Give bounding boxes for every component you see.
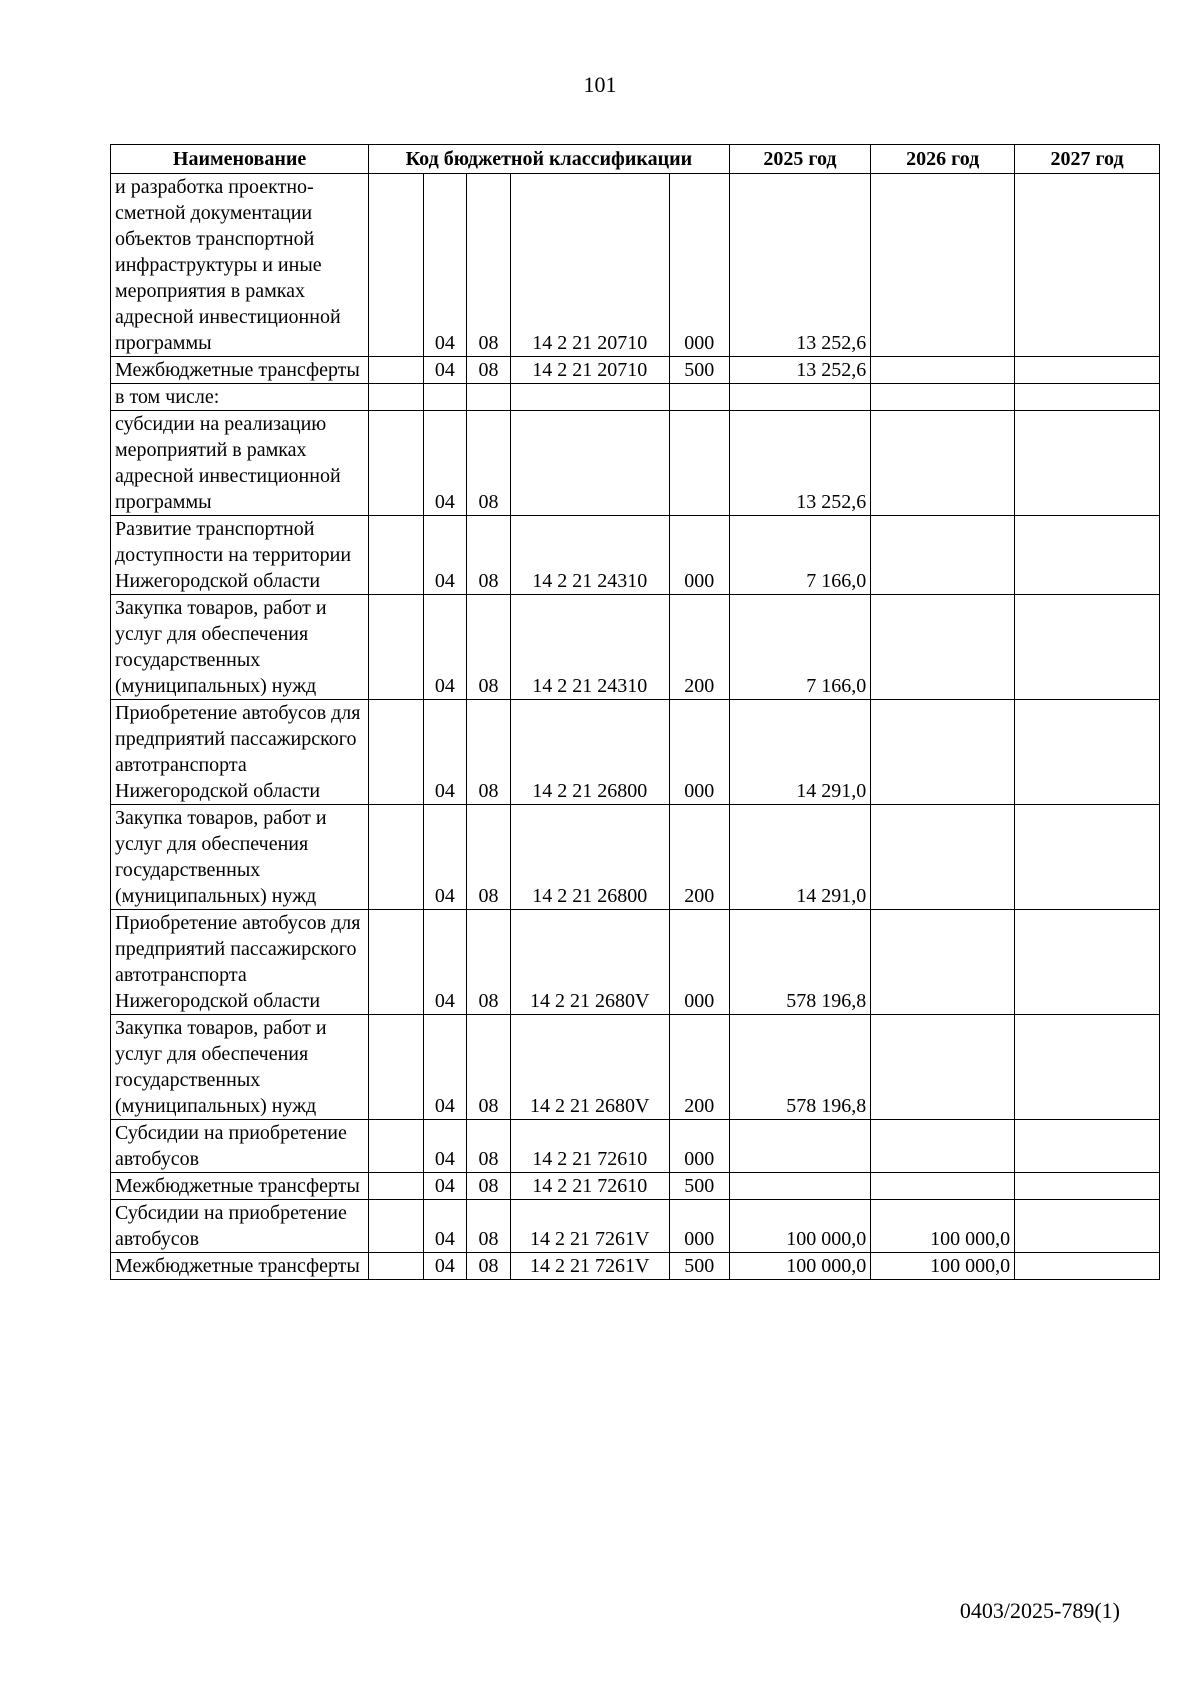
row-expense-type: 500 [669, 1173, 729, 1200]
row-target-article: 14 2 21 2680V [510, 910, 669, 1015]
row-expense-type: 200 [669, 1015, 729, 1120]
row-name: Субсидии на приобретение автобусов [111, 1120, 369, 1173]
table-row [111, 384, 1160, 411]
row-section: 04 [423, 411, 467, 516]
row-amount-2027 [1015, 910, 1160, 1015]
table-row [111, 411, 1160, 516]
header-2026: 2026 год [871, 145, 1015, 174]
row-amount-2025: 7 166,0 [729, 516, 871, 595]
row-expense-type: 000 [669, 174, 729, 357]
row-blank [369, 910, 423, 1015]
row-expense-type [669, 411, 729, 516]
row-amount-2026 [871, 1015, 1015, 1120]
row-amount-2025: 14 291,0 [729, 700, 871, 805]
row-subsection: 08 [467, 1173, 511, 1200]
row-amount-2026 [871, 910, 1015, 1015]
row-expense-type [669, 384, 729, 411]
table-row [111, 1253, 1160, 1280]
row-amount-2025: 578 196,8 [729, 910, 871, 1015]
row-section [423, 384, 467, 411]
row-name: Межбюджетные трансферты [111, 1173, 369, 1200]
row-section: 04 [423, 1120, 467, 1173]
row-blank [369, 805, 423, 910]
row-amount-2026 [871, 805, 1015, 910]
row-section: 04 [423, 1200, 467, 1253]
row-amount-2025 [729, 1120, 871, 1173]
row-blank [369, 411, 423, 516]
row-target-article [510, 384, 669, 411]
row-blank [369, 1120, 423, 1173]
table-row [111, 1120, 1160, 1173]
row-amount-2025: 578 196,8 [729, 1015, 871, 1120]
row-blank [369, 595, 423, 700]
row-target-article: 14 2 21 20710 [510, 357, 669, 384]
row-target-article: 14 2 21 7261V [510, 1253, 669, 1280]
row-amount-2026 [871, 411, 1015, 516]
row-amount-2027 [1015, 1200, 1160, 1253]
row-expense-type: 000 [669, 516, 729, 595]
row-name: Закупка товаров, работ и услуг для обеспечения государственных (муниципальных) нужд [111, 595, 369, 700]
row-name: Приобретение автобусов для предприятий пассажирского автотранспорта Нижегородской области [111, 910, 369, 1015]
row-expense-type: 000 [669, 700, 729, 805]
row-blank [369, 1015, 423, 1120]
row-target-article: 14 2 21 20710 [510, 174, 669, 357]
table-row [111, 700, 1160, 805]
table-row [111, 174, 1160, 357]
row-section: 04 [423, 910, 467, 1015]
table-row [111, 1200, 1160, 1253]
row-target-article: 14 2 21 72610 [510, 1173, 669, 1200]
row-amount-2026 [871, 357, 1015, 384]
row-amount-2025: 13 252,6 [729, 174, 871, 357]
row-subsection: 08 [467, 805, 511, 910]
row-target-article: 14 2 21 24310 [510, 595, 669, 700]
row-expense-type: 000 [669, 1120, 729, 1173]
row-amount-2025: 13 252,6 [729, 411, 871, 516]
row-subsection: 08 [467, 595, 511, 700]
row-amount-2027 [1015, 595, 1160, 700]
row-subsection: 08 [467, 910, 511, 1015]
table-row [111, 1173, 1160, 1200]
row-name: Закупка товаров, работ и услуг для обеспечения государственных (муниципальных) нужд [111, 1015, 369, 1120]
row-target-article [510, 411, 669, 516]
row-amount-2026: 100 000,0 [871, 1253, 1015, 1280]
row-expense-type: 000 [669, 910, 729, 1015]
row-blank [369, 1253, 423, 1280]
table-row [111, 516, 1160, 595]
row-subsection: 08 [467, 1120, 511, 1173]
row-subsection: 08 [467, 1253, 511, 1280]
table-row [111, 1015, 1160, 1120]
row-section: 04 [423, 357, 467, 384]
row-subsection: 08 [467, 1200, 511, 1253]
row-amount-2026 [871, 174, 1015, 357]
row-target-article: 14 2 21 24310 [510, 516, 669, 595]
row-blank [369, 1200, 423, 1253]
row-amount-2025: 13 252,6 [729, 357, 871, 384]
row-subsection [467, 384, 511, 411]
row-amount-2025 [729, 1173, 871, 1200]
header-2027: 2027 год [1015, 145, 1160, 174]
row-amount-2025: 100 000,0 [729, 1253, 871, 1280]
row-target-article: 14 2 21 2680V [510, 1015, 669, 1120]
table-row [111, 357, 1160, 384]
row-blank [369, 1173, 423, 1200]
row-blank [369, 174, 423, 357]
table-row [111, 910, 1160, 1015]
row-subsection: 08 [467, 1015, 511, 1120]
row-section: 04 [423, 516, 467, 595]
row-amount-2025 [729, 384, 871, 411]
row-blank [369, 384, 423, 411]
row-blank [369, 700, 423, 805]
row-amount-2026: 100 000,0 [871, 1200, 1015, 1253]
row-subsection: 08 [467, 411, 511, 516]
row-subsection: 08 [467, 700, 511, 805]
row-target-article: 14 2 21 7261V [510, 1200, 669, 1253]
row-blank [369, 516, 423, 595]
row-amount-2027 [1015, 516, 1160, 595]
row-amount-2026 [871, 595, 1015, 700]
row-expense-type: 000 [669, 1200, 729, 1253]
row-name: и разработка проектно-сметной документации объектов транспортной инфраструктуры и иные мероприятия в рамках адресной инвестиционной программы [111, 174, 369, 357]
row-amount-2025: 7 166,0 [729, 595, 871, 700]
row-name: в том числе: [111, 384, 369, 411]
row-amount-2027 [1015, 384, 1160, 411]
row-subsection: 08 [467, 357, 511, 384]
row-section: 04 [423, 1015, 467, 1120]
row-section: 04 [423, 1173, 467, 1200]
header-2025: 2025 год [729, 145, 871, 174]
header-name: Наименование [111, 145, 369, 174]
row-amount-2026 [871, 1173, 1015, 1200]
row-name: Приобретение автобусов для предприятий пассажирского автотранспорта Нижегородской области [111, 700, 369, 805]
row-amount-2027 [1015, 357, 1160, 384]
row-section: 04 [423, 805, 467, 910]
row-amount-2026 [871, 700, 1015, 805]
row-amount-2026 [871, 1120, 1015, 1173]
row-amount-2025: 14 291,0 [729, 805, 871, 910]
row-blank [369, 357, 423, 384]
row-amount-2026 [871, 384, 1015, 411]
row-section: 04 [423, 595, 467, 700]
row-name: Межбюджетные трансферты [111, 357, 369, 384]
row-amount-2025: 100 000,0 [729, 1200, 871, 1253]
row-expense-type: 200 [669, 805, 729, 910]
row-expense-type: 200 [669, 595, 729, 700]
table-row [111, 805, 1160, 910]
row-section: 04 [423, 700, 467, 805]
row-target-article: 14 2 21 26800 [510, 700, 669, 805]
row-name: Закупка товаров, работ и услуг для обеспечения государственных (муниципальных) нужд [111, 805, 369, 910]
row-name: субсидии на реализацию мероприятий в рамках адресной инвестиционной программы [111, 411, 369, 516]
row-target-article: 14 2 21 72610 [510, 1120, 669, 1173]
row-subsection: 08 [467, 516, 511, 595]
page-number: 101 [583, 72, 617, 97]
document-number: 0403/2025-789(1) [959, 1598, 1120, 1623]
row-subsection: 08 [467, 174, 511, 357]
row-amount-2027 [1015, 1253, 1160, 1280]
row-amount-2026 [871, 516, 1015, 595]
row-amount-2027 [1015, 1120, 1160, 1173]
row-name: Субсидии на приобретение автобусов [111, 1200, 369, 1253]
row-section: 04 [423, 1253, 467, 1280]
budget-table [110, 144, 1160, 1280]
header-code: Код бюджетной классификации [369, 145, 730, 174]
row-amount-2027 [1015, 1015, 1160, 1120]
row-amount-2027 [1015, 700, 1160, 805]
row-amount-2027 [1015, 1173, 1160, 1200]
row-amount-2027 [1015, 174, 1160, 357]
table-header-row [111, 145, 1160, 174]
row-amount-2027 [1015, 411, 1160, 516]
row-name: Развитие транспортной доступности на территории Нижегородской области [111, 516, 369, 595]
table-row [111, 595, 1160, 700]
row-expense-type: 500 [669, 1253, 729, 1280]
row-section: 04 [423, 174, 467, 357]
row-expense-type: 500 [669, 357, 729, 384]
row-name: Межбюджетные трансферты [111, 1253, 369, 1280]
row-amount-2027 [1015, 805, 1160, 910]
row-target-article: 14 2 21 26800 [510, 805, 669, 910]
